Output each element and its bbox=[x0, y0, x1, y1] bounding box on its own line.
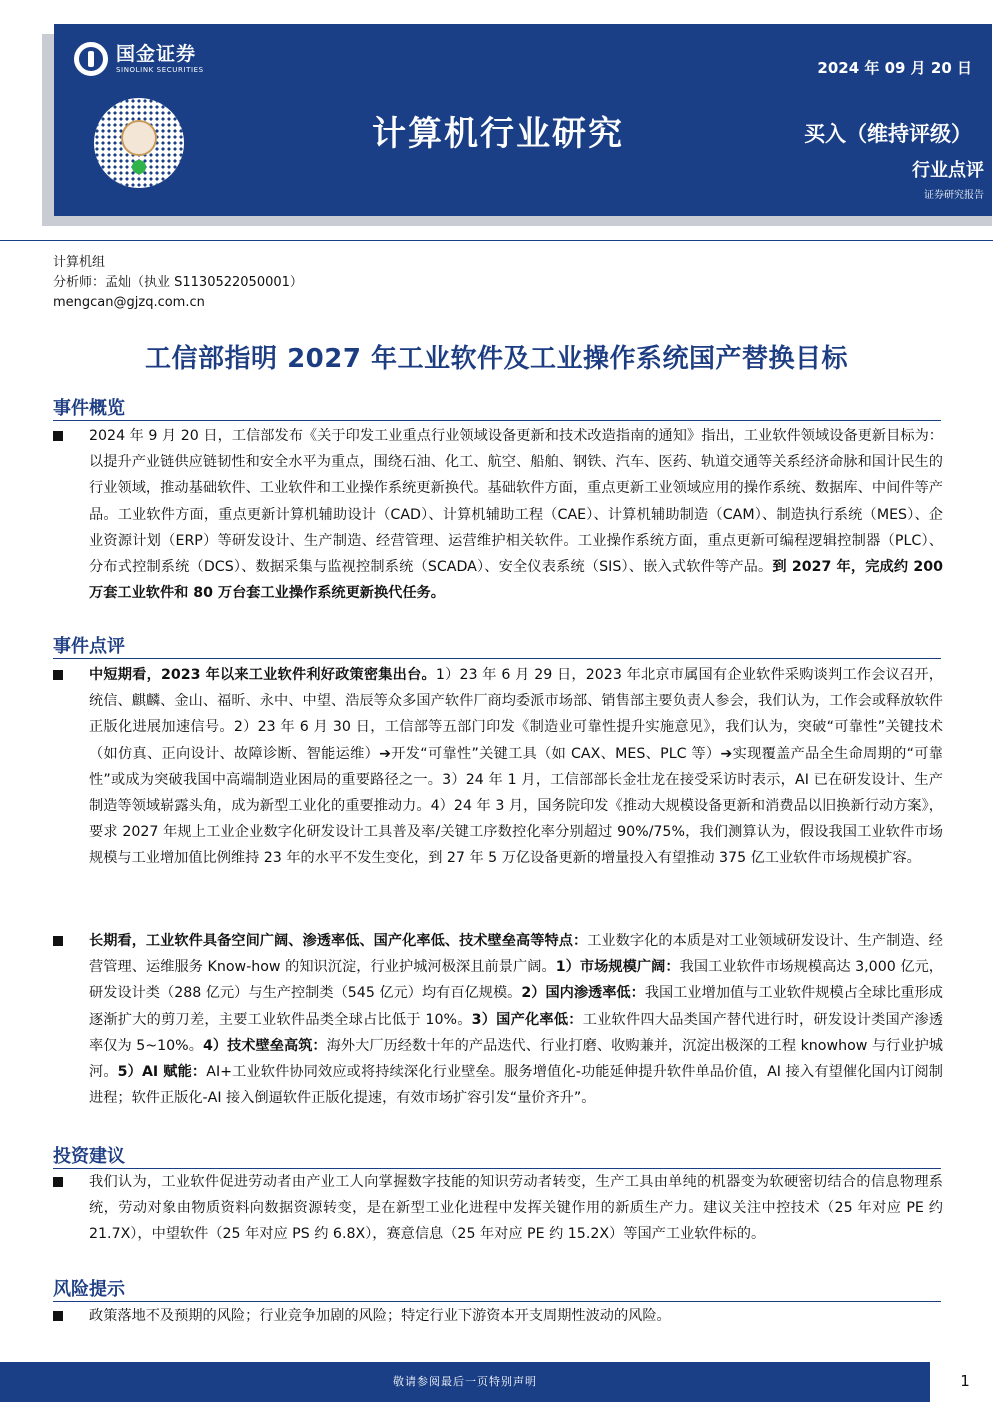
analyst-email[interactable]: mengcan@gjzq.com.cn bbox=[53, 295, 205, 310]
section-divider bbox=[53, 420, 941, 421]
document-title: 工信部指明 2027 年工业软件及工业操作系统国产替换目标 bbox=[145, 344, 848, 374]
rating-badge: 买入（维持评级） bbox=[804, 122, 972, 146]
team-name: 计算机组 bbox=[53, 255, 106, 270]
bullet-icon bbox=[53, 431, 63, 441]
footer-disclaimer: 敬请参阅最后一页特别声明 bbox=[0, 1362, 930, 1402]
report-subtype: 证券研究报告 bbox=[924, 190, 984, 201]
section-heading-overview: 事件概览 bbox=[53, 398, 125, 419]
bullet-icon bbox=[53, 936, 63, 946]
section-heading-risk: 风险提示 bbox=[53, 1279, 125, 1300]
bullet-icon bbox=[53, 1311, 63, 1321]
analyst-name: 分析师：孟灿（执业 S1130522050001） bbox=[53, 275, 303, 290]
bullet-icon bbox=[53, 1177, 63, 1187]
paragraph-investment: 我们认为，工业软件促进劳动者由产业工人向掌握数字技能的知识劳动者转变，生产工具由单纯的机器变为软硬密切结合的信息物理系统，劳动对象由物质资料向数据资源转变，是在新型工业化进程中发挥关键作用的新质生产力。建议关注中控技术（25 年对应 PE 约 21.7X），中望软件（25 年对应 PS 约 6.8X），赛意信息（25 年对应 PE 约 15.2X）等国产工业软件标的。 bbox=[53, 1169, 943, 1248]
report-date: 2024 年 09 月 20 日 bbox=[817, 59, 972, 77]
section-divider bbox=[53, 1301, 941, 1302]
qr-avatar-icon bbox=[121, 120, 157, 156]
paragraph-short-term: 中短期看，2023 年以来工业软件利好政策密集出台。1）23 年 6 月 29 日，2023 年北京市属国有企业软件采购谈判工作会议召开，统信、麒麟、金山、福昕、永中、中望、浩辰等众多国产软件厂商均委派市场部、销售部主要负责人参会，我们认为，工作会或释放软件正版化进展加速信号。2）23 年 6 月 30 日，工信部等五部门印发《制造业可靠性提升实施意见》，我们认为，突破“可靠性”关键技术（如仿真、正向设计、故障诊断、智能运维）➔开发“可靠性”关键工具（如 CAX、MES、PLC 等）➔实现覆盖产品全生命周期的“可靠性”或成为突破我国中高端制造业困局的重要路径之一。3）24 年 1 月，工信部部长金壮龙在接受采访时表示，AI 已在研发设计、生产制造等领域崭露头角，成为新型工业化的重要推动力。4）24 年 3 月，国务院印发《推动大规模设备更新和消费品以旧换新行动方案》，要求 2027 年规上工业企业数字化研发设计工具普及率/关键工序数控化率分别超过 90%/75%，我们测算认为，假设我国工业软件市场规模与工业增加值比例维持 23 年的水平不发生变化，到 27 年 5 万亿设备更新的增量投入有望推动 375 亿工业软件市场规模扩容。 bbox=[53, 662, 943, 872]
brand-name-cn: 国金证券 bbox=[116, 42, 197, 65]
brand-logo bbox=[74, 42, 204, 76]
brand-name-en: SINOLINK SECURITIES bbox=[116, 65, 204, 74]
industry-title: 计算机行业研究 bbox=[372, 114, 624, 154]
sinolink-logo-icon bbox=[74, 42, 108, 76]
section-divider bbox=[53, 658, 941, 659]
qr-code-icon[interactable] bbox=[94, 98, 184, 188]
analyst-info bbox=[53, 253, 303, 313]
mini-program-icon bbox=[132, 160, 146, 174]
header-banner bbox=[54, 24, 992, 216]
paragraph-risk: 政策落地不及预期的风险；行业竞争加剧的风险；特定行业下游资本开支周期性波动的风险。 bbox=[53, 1303, 943, 1329]
report-type: 行业点评 bbox=[912, 160, 984, 181]
section-heading-investment: 投资建议 bbox=[53, 1146, 125, 1167]
page-number: 1 bbox=[960, 1372, 970, 1390]
bullet-icon bbox=[53, 670, 63, 680]
paragraph-overview: 2024 年 9 月 20 日，工信部发布《关于印发工业重点行业领域设备更新和技术改造指南的通知》指出，工业软件领域设备更新目标为：以提升产业链供应链韧性和安全水平为重点，围绕石油、化工、航空、船舶、钢铁、汽车、医药、轨道交通等关系经济命脉和国计民生的行业领域，推动基础软件、工业软件和工业操作系统更新换代。基础软件方面，重点更新工业领域应用的操作系统、数据库、中间件等产品。工业软件方面，重点更新计算机辅助设计（CAD）、计算机辅助工程（CAE）、计算机辅助制造（CAM）、制造执行系统（MES）、企业资源计划（ERP）等研发设计、生产制造、经营管理、运营维护相关软件。工业操作系统方面，重点更新可编程逻辑控制器（PLC）、分布式控制系统（DCS）、数据采集与监视控制系统（SCADA）、安全仪表系统（SIS）、嵌入式软件等产品。到 2027 年，完成约 200 万套工业软件和 80 万台套工业操作系统更新换代任务。 bbox=[53, 423, 943, 606]
header-divider bbox=[0, 240, 993, 241]
section-heading-commentary: 事件点评 bbox=[53, 636, 125, 657]
paragraph-long-term: 长期看，工业软件具备空间广阔、渗透率低、国产化率低、技术壁垒高等特点：工业数字化的本质是对工业领域研发设计、生产制造、经营管理、运维服务 Know-how 的知识沉淀，行业护城河极深且前景广阔。1）市场规模广阔：我国工业软件市场规模高达 3,000 亿元，研发设计类（288 亿元）与生产控制类（545 亿元）均有百亿规模。2）国内渗透率低：我国工业增加值与工业软件规模占全球比重形成逐渐扩大的剪刀差，主要工业软件品类全球占比低于 10%。3）国产化率低：工业软件四大品类国产替代进行时，研发设计类国产渗透率仅为 5~10%。4）技术壁垒高筑：海外大厂历经数十年的产品迭代、行业打磨、收购兼并，沉淀出极深的工程 knowhow 与行业护城河。5）AI 赋能：AI+工业软件协同效应或将持续深化行业壁垒。服务增值化-功能延伸提升软件单品价值，AI 接入有望催化国内订阅制进程；软件正版化-AI 接入倒逼软件正版化提速，有效市场扩容引发“量价齐升”。 bbox=[53, 928, 943, 1111]
